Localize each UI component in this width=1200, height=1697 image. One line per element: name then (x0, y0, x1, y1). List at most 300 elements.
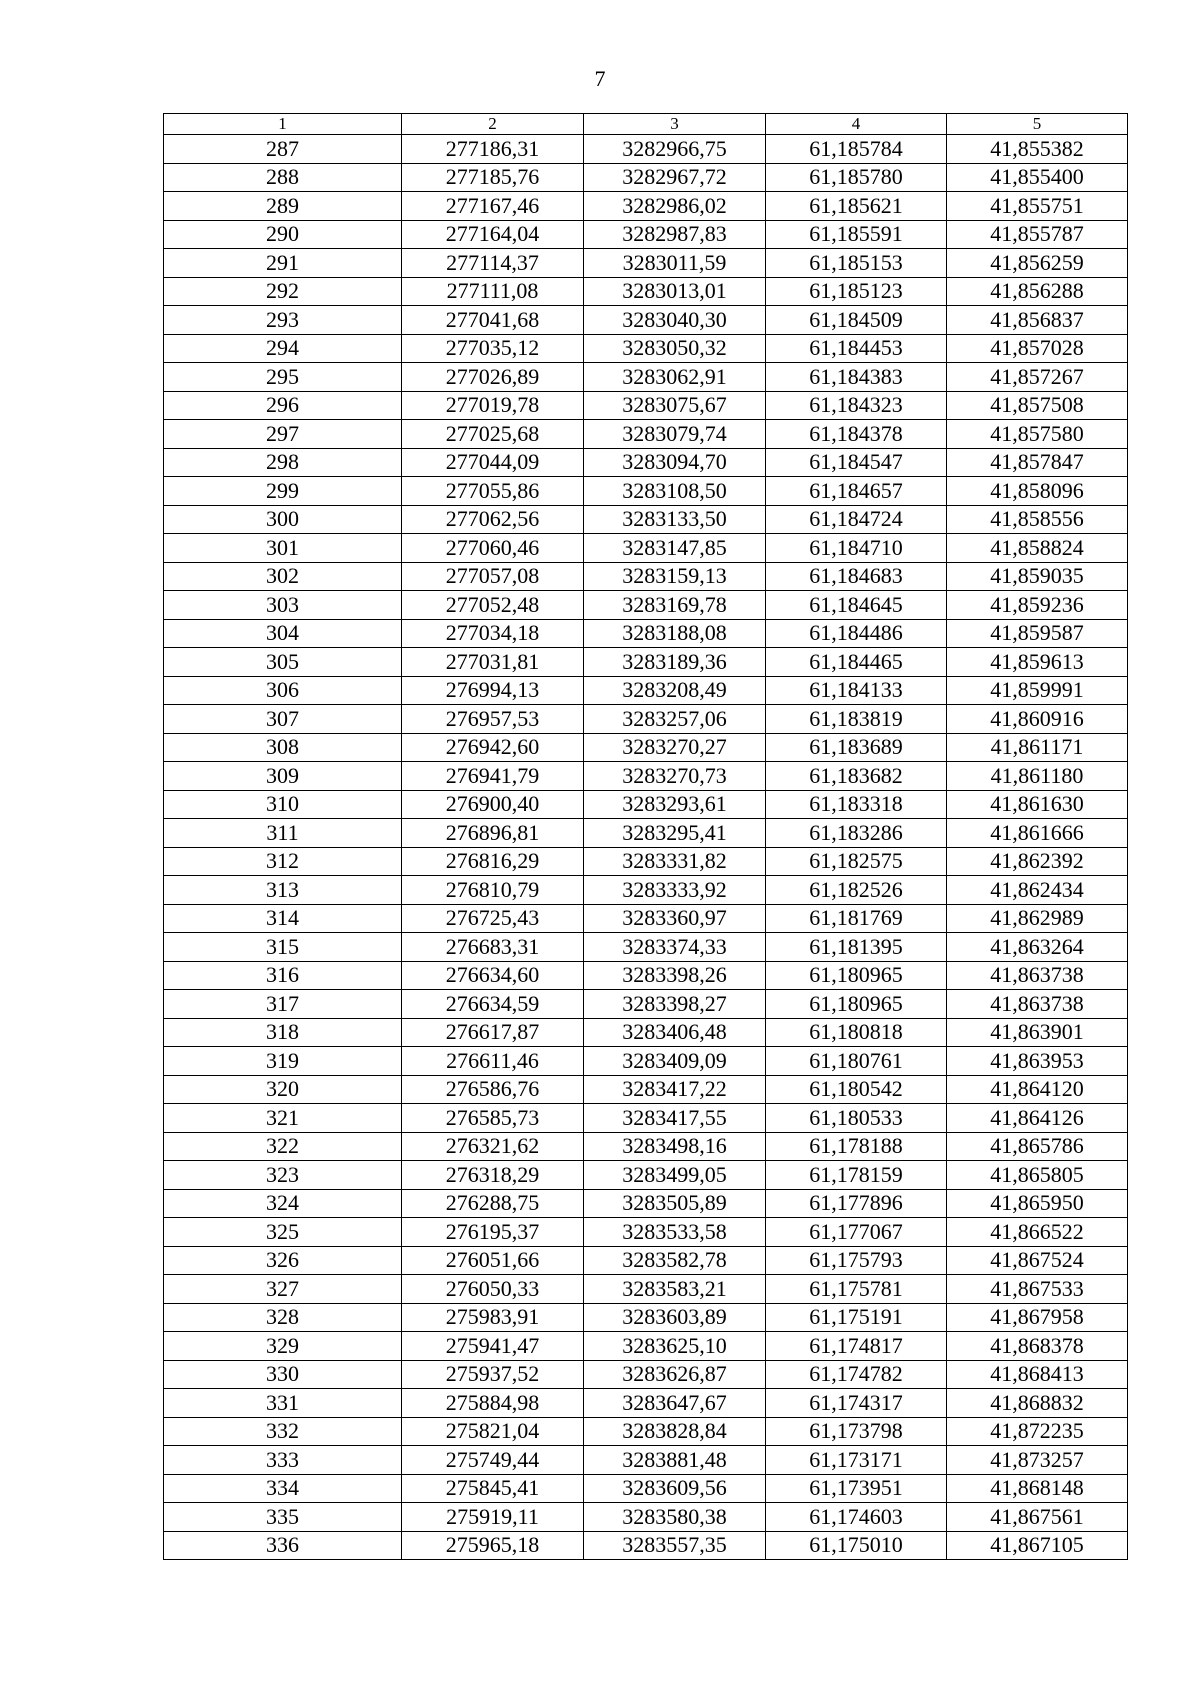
table-row (164, 876, 1128, 905)
longitude-cell: 41,867524 (947, 1246, 1128, 1275)
latitude-cell: 61,185123 (766, 277, 947, 306)
point-number-cell: 296 (164, 391, 402, 420)
latitude-cell: 61,178188 (766, 1132, 947, 1161)
x-coordinate-cell: 276725,43 (402, 904, 584, 933)
x-coordinate-cell: 275965,18 (402, 1531, 584, 1560)
longitude-cell: 41,863901 (947, 1018, 1128, 1047)
table-header-row (164, 114, 1128, 135)
point-number-cell: 297 (164, 420, 402, 449)
y-coordinate-cell: 3283828,84 (584, 1417, 766, 1446)
longitude-cell: 41,857267 (947, 363, 1128, 392)
longitude-cell: 41,863264 (947, 933, 1128, 962)
latitude-cell: 61,184133 (766, 676, 947, 705)
y-coordinate-cell: 3283169,78 (584, 591, 766, 620)
x-coordinate-cell: 275983,91 (402, 1303, 584, 1332)
table-row (164, 1360, 1128, 1389)
point-number-cell: 320 (164, 1075, 402, 1104)
y-coordinate-cell: 3283293,61 (584, 790, 766, 819)
point-number-cell: 316 (164, 961, 402, 990)
longitude-cell: 41,855751 (947, 192, 1128, 221)
table-row (164, 933, 1128, 962)
latitude-cell: 61,175191 (766, 1303, 947, 1332)
point-number-cell: 319 (164, 1047, 402, 1076)
point-number-cell: 290 (164, 220, 402, 249)
longitude-cell: 41,862989 (947, 904, 1128, 933)
y-coordinate-cell: 3283094,70 (584, 448, 766, 477)
table-row (164, 847, 1128, 876)
point-number-cell: 304 (164, 619, 402, 648)
latitude-cell: 61,183682 (766, 762, 947, 791)
point-number-cell: 287 (164, 135, 402, 164)
latitude-cell: 61,185780 (766, 163, 947, 192)
x-coordinate-cell: 277185,76 (402, 163, 584, 192)
longitude-cell: 41,859991 (947, 676, 1128, 705)
latitude-cell: 61,175793 (766, 1246, 947, 1275)
longitude-cell: 41,873257 (947, 1446, 1128, 1475)
x-coordinate-cell: 275941,47 (402, 1332, 584, 1361)
table-row (164, 1275, 1128, 1304)
point-number-cell: 315 (164, 933, 402, 962)
y-coordinate-cell: 3283417,55 (584, 1104, 766, 1133)
longitude-cell: 41,858556 (947, 505, 1128, 534)
x-coordinate-cell: 275749,44 (402, 1446, 584, 1475)
table-row (164, 705, 1128, 734)
y-coordinate-cell: 3283499,05 (584, 1161, 766, 1190)
latitude-cell: 61,177896 (766, 1189, 947, 1218)
latitude-cell: 61,174317 (766, 1389, 947, 1418)
longitude-cell: 41,865805 (947, 1161, 1128, 1190)
longitude-cell: 41,859035 (947, 562, 1128, 591)
table-row (164, 192, 1128, 221)
longitude-cell: 41,859613 (947, 648, 1128, 677)
y-coordinate-cell: 3283257,06 (584, 705, 766, 734)
point-number-cell: 294 (164, 334, 402, 363)
table-row (164, 391, 1128, 420)
longitude-cell: 41,863738 (947, 961, 1128, 990)
longitude-cell: 41,861666 (947, 819, 1128, 848)
table-row (164, 363, 1128, 392)
point-number-cell: 314 (164, 904, 402, 933)
table-row (164, 1189, 1128, 1218)
latitude-cell: 61,174817 (766, 1332, 947, 1361)
latitude-cell: 61,181769 (766, 904, 947, 933)
latitude-cell: 61,185591 (766, 220, 947, 249)
table-row (164, 505, 1128, 534)
table-row (164, 1047, 1128, 1076)
table-row (164, 1104, 1128, 1133)
latitude-cell: 61,174603 (766, 1503, 947, 1532)
table-row (164, 591, 1128, 620)
x-coordinate-cell: 275884,98 (402, 1389, 584, 1418)
latitude-cell: 61,184465 (766, 648, 947, 677)
latitude-cell: 61,184710 (766, 534, 947, 563)
y-coordinate-cell: 3282967,72 (584, 163, 766, 192)
x-coordinate-cell: 276321,62 (402, 1132, 584, 1161)
x-coordinate-cell: 276941,79 (402, 762, 584, 791)
latitude-cell: 61,183819 (766, 705, 947, 734)
longitude-cell: 41,859587 (947, 619, 1128, 648)
latitude-cell: 61,173171 (766, 1446, 947, 1475)
table-row (164, 1218, 1128, 1247)
x-coordinate-cell: 277167,46 (402, 192, 584, 221)
longitude-cell: 41,856259 (947, 249, 1128, 278)
latitude-cell: 61,180761 (766, 1047, 947, 1076)
table-row (164, 1474, 1128, 1503)
x-coordinate-cell: 277019,78 (402, 391, 584, 420)
y-coordinate-cell: 3283505,89 (584, 1189, 766, 1218)
table-row (164, 961, 1128, 990)
x-coordinate-cell: 276810,79 (402, 876, 584, 905)
table-row (164, 1531, 1128, 1560)
x-coordinate-cell: 275821,04 (402, 1417, 584, 1446)
longitude-cell: 41,867561 (947, 1503, 1128, 1532)
latitude-cell: 61,180542 (766, 1075, 947, 1104)
latitude-cell: 61,181395 (766, 933, 947, 962)
table-row (164, 762, 1128, 791)
x-coordinate-cell: 276896,81 (402, 819, 584, 848)
point-number-cell: 295 (164, 363, 402, 392)
longitude-cell: 41,868378 (947, 1332, 1128, 1361)
x-coordinate-cell: 276957,53 (402, 705, 584, 734)
point-number-cell: 323 (164, 1161, 402, 1190)
point-number-cell: 328 (164, 1303, 402, 1332)
longitude-cell: 41,856837 (947, 306, 1128, 335)
x-coordinate-cell: 277164,04 (402, 220, 584, 249)
table-row (164, 676, 1128, 705)
latitude-cell: 61,184383 (766, 363, 947, 392)
latitude-cell: 61,178159 (766, 1161, 947, 1190)
latitude-cell: 61,175781 (766, 1275, 947, 1304)
x-coordinate-cell: 276611,46 (402, 1047, 584, 1076)
point-number-cell: 299 (164, 477, 402, 506)
y-coordinate-cell: 3283188,08 (584, 619, 766, 648)
longitude-cell: 41,855787 (947, 220, 1128, 249)
y-coordinate-cell: 3283580,38 (584, 1503, 766, 1532)
latitude-cell: 61,184378 (766, 420, 947, 449)
longitude-cell: 41,860916 (947, 705, 1128, 734)
point-number-cell: 332 (164, 1417, 402, 1446)
latitude-cell: 61,184486 (766, 619, 947, 648)
table-row (164, 562, 1128, 591)
longitude-cell: 41,863953 (947, 1047, 1128, 1076)
x-coordinate-cell: 276318,29 (402, 1161, 584, 1190)
table-row (164, 277, 1128, 306)
table-row (164, 1417, 1128, 1446)
y-coordinate-cell: 3283647,67 (584, 1389, 766, 1418)
column-header-4: 4 (766, 114, 947, 135)
y-coordinate-cell: 3283079,74 (584, 420, 766, 449)
y-coordinate-cell: 3283626,87 (584, 1360, 766, 1389)
latitude-cell: 61,174782 (766, 1360, 947, 1389)
y-coordinate-cell: 3283075,67 (584, 391, 766, 420)
x-coordinate-cell: 276900,40 (402, 790, 584, 819)
y-coordinate-cell: 3283881,48 (584, 1446, 766, 1475)
table-row (164, 448, 1128, 477)
table-row (164, 648, 1128, 677)
page-number: 7 (594, 66, 606, 91)
latitude-cell: 61,177067 (766, 1218, 947, 1247)
x-coordinate-cell: 276585,73 (402, 1104, 584, 1133)
longitude-cell: 41,867105 (947, 1531, 1128, 1560)
longitude-cell: 41,867533 (947, 1275, 1128, 1304)
y-coordinate-cell: 3283406,48 (584, 1018, 766, 1047)
column-header-1: 1 (164, 114, 402, 135)
x-coordinate-cell: 277044,09 (402, 448, 584, 477)
x-coordinate-cell: 275937,52 (402, 1360, 584, 1389)
y-coordinate-cell: 3282966,75 (584, 135, 766, 164)
longitude-cell: 41,862392 (947, 847, 1128, 876)
table-row (164, 135, 1128, 164)
longitude-cell: 41,864120 (947, 1075, 1128, 1104)
x-coordinate-cell: 277111,08 (402, 277, 584, 306)
longitude-cell: 41,867958 (947, 1303, 1128, 1332)
point-number-cell: 330 (164, 1360, 402, 1389)
longitude-cell: 41,866522 (947, 1218, 1128, 1247)
point-number-cell: 307 (164, 705, 402, 734)
point-number-cell: 318 (164, 1018, 402, 1047)
latitude-cell: 61,184657 (766, 477, 947, 506)
x-coordinate-cell: 276617,87 (402, 1018, 584, 1047)
y-coordinate-cell: 3283374,33 (584, 933, 766, 962)
x-coordinate-cell: 277186,31 (402, 135, 584, 164)
point-number-cell: 298 (164, 448, 402, 477)
point-number-cell: 335 (164, 1503, 402, 1532)
latitude-cell: 61,180965 (766, 990, 947, 1019)
table-row (164, 1161, 1128, 1190)
point-number-cell: 288 (164, 163, 402, 192)
y-coordinate-cell: 3283533,58 (584, 1218, 766, 1247)
point-number-cell: 292 (164, 277, 402, 306)
table-row (164, 619, 1128, 648)
table-row (164, 334, 1128, 363)
y-coordinate-cell: 3283417,22 (584, 1075, 766, 1104)
latitude-cell: 61,184683 (766, 562, 947, 591)
x-coordinate-cell: 276994,13 (402, 676, 584, 705)
point-number-cell: 293 (164, 306, 402, 335)
longitude-cell: 41,861180 (947, 762, 1128, 791)
latitude-cell: 61,182526 (766, 876, 947, 905)
longitude-cell: 41,857508 (947, 391, 1128, 420)
y-coordinate-cell: 3283062,91 (584, 363, 766, 392)
x-coordinate-cell: 276051,66 (402, 1246, 584, 1275)
y-coordinate-cell: 3283398,27 (584, 990, 766, 1019)
table-row (164, 1332, 1128, 1361)
y-coordinate-cell: 3283108,50 (584, 477, 766, 506)
longitude-cell: 41,857028 (947, 334, 1128, 363)
y-coordinate-cell: 3283208,49 (584, 676, 766, 705)
point-number-cell: 317 (164, 990, 402, 1019)
point-number-cell: 324 (164, 1189, 402, 1218)
longitude-cell: 41,864126 (947, 1104, 1128, 1133)
x-coordinate-cell: 276195,37 (402, 1218, 584, 1247)
latitude-cell: 61,184509 (766, 306, 947, 335)
longitude-cell: 41,855400 (947, 163, 1128, 192)
x-coordinate-cell: 276586,76 (402, 1075, 584, 1104)
table-row (164, 220, 1128, 249)
y-coordinate-cell: 3283498,16 (584, 1132, 766, 1161)
point-number-cell: 310 (164, 790, 402, 819)
x-coordinate-cell: 277025,68 (402, 420, 584, 449)
longitude-cell: 41,858096 (947, 477, 1128, 506)
longitude-cell: 41,868832 (947, 1389, 1128, 1418)
point-number-cell: 308 (164, 733, 402, 762)
y-coordinate-cell: 3283013,01 (584, 277, 766, 306)
table-row (164, 249, 1128, 278)
column-header-3: 3 (584, 114, 766, 135)
longitude-cell: 41,859236 (947, 591, 1128, 620)
x-coordinate-cell: 276634,60 (402, 961, 584, 990)
y-coordinate-cell: 3283040,30 (584, 306, 766, 335)
point-number-cell: 309 (164, 762, 402, 791)
y-coordinate-cell: 3283133,50 (584, 505, 766, 534)
x-coordinate-cell: 277062,56 (402, 505, 584, 534)
x-coordinate-cell: 277026,89 (402, 363, 584, 392)
point-number-cell: 302 (164, 562, 402, 591)
table-row (164, 477, 1128, 506)
x-coordinate-cell: 277060,46 (402, 534, 584, 563)
latitude-cell: 61,180818 (766, 1018, 947, 1047)
table-row (164, 904, 1128, 933)
y-coordinate-cell: 3283050,32 (584, 334, 766, 363)
point-number-cell: 313 (164, 876, 402, 905)
table-row (164, 534, 1128, 563)
table-row (164, 306, 1128, 335)
column-header-2: 2 (402, 114, 584, 135)
point-number-cell: 322 (164, 1132, 402, 1161)
x-coordinate-cell: 277052,48 (402, 591, 584, 620)
table-row (164, 990, 1128, 1019)
table-row (164, 163, 1128, 192)
y-coordinate-cell: 3283295,41 (584, 819, 766, 848)
point-number-cell: 300 (164, 505, 402, 534)
longitude-cell: 41,862434 (947, 876, 1128, 905)
point-number-cell: 329 (164, 1332, 402, 1361)
point-number-cell: 325 (164, 1218, 402, 1247)
y-coordinate-cell: 3282986,02 (584, 192, 766, 221)
y-coordinate-cell: 3283159,13 (584, 562, 766, 591)
latitude-cell: 61,175010 (766, 1531, 947, 1560)
longitude-cell: 41,861171 (947, 733, 1128, 762)
point-number-cell: 289 (164, 192, 402, 221)
x-coordinate-cell: 277031,81 (402, 648, 584, 677)
x-coordinate-cell: 276816,29 (402, 847, 584, 876)
latitude-cell: 61,183318 (766, 790, 947, 819)
longitude-cell: 41,858824 (947, 534, 1128, 563)
point-number-cell: 291 (164, 249, 402, 278)
x-coordinate-cell: 277034,18 (402, 619, 584, 648)
y-coordinate-cell: 3283331,82 (584, 847, 766, 876)
y-coordinate-cell: 3282987,83 (584, 220, 766, 249)
latitude-cell: 61,183689 (766, 733, 947, 762)
y-coordinate-cell: 3283603,89 (584, 1303, 766, 1332)
latitude-cell: 61,180533 (766, 1104, 947, 1133)
latitude-cell: 61,184453 (766, 334, 947, 363)
x-coordinate-cell: 275845,41 (402, 1474, 584, 1503)
y-coordinate-cell: 3283189,36 (584, 648, 766, 677)
table-row (164, 1018, 1128, 1047)
latitude-cell: 61,173951 (766, 1474, 947, 1503)
point-number-cell: 336 (164, 1531, 402, 1560)
longitude-cell: 41,855382 (947, 135, 1128, 164)
latitude-cell: 61,180965 (766, 961, 947, 990)
latitude-cell: 61,185153 (766, 249, 947, 278)
table-row (164, 420, 1128, 449)
coordinates-table (163, 113, 1128, 1560)
x-coordinate-cell: 275919,11 (402, 1503, 584, 1532)
point-number-cell: 312 (164, 847, 402, 876)
x-coordinate-cell: 276683,31 (402, 933, 584, 962)
longitude-cell: 41,865786 (947, 1132, 1128, 1161)
latitude-cell: 61,184645 (766, 591, 947, 620)
table-row (164, 1303, 1128, 1332)
longitude-cell: 41,856288 (947, 277, 1128, 306)
longitude-cell: 41,863738 (947, 990, 1128, 1019)
point-number-cell: 305 (164, 648, 402, 677)
latitude-cell: 61,182575 (766, 847, 947, 876)
y-coordinate-cell: 3283609,56 (584, 1474, 766, 1503)
latitude-cell: 61,184724 (766, 505, 947, 534)
table-row (164, 1389, 1128, 1418)
y-coordinate-cell: 3283409,09 (584, 1047, 766, 1076)
y-coordinate-cell: 3283270,27 (584, 733, 766, 762)
y-coordinate-cell: 3283582,78 (584, 1246, 766, 1275)
x-coordinate-cell: 277057,08 (402, 562, 584, 591)
y-coordinate-cell: 3283011,59 (584, 249, 766, 278)
longitude-cell: 41,868413 (947, 1360, 1128, 1389)
table-row (164, 1075, 1128, 1104)
table-body (164, 135, 1128, 1560)
longitude-cell: 41,861630 (947, 790, 1128, 819)
column-header-5: 5 (947, 114, 1128, 135)
latitude-cell: 61,184323 (766, 391, 947, 420)
table-row (164, 733, 1128, 762)
latitude-cell: 61,183286 (766, 819, 947, 848)
point-number-cell: 301 (164, 534, 402, 563)
y-coordinate-cell: 3283625,10 (584, 1332, 766, 1361)
x-coordinate-cell: 276050,33 (402, 1275, 584, 1304)
point-number-cell: 321 (164, 1104, 402, 1133)
x-coordinate-cell: 277114,37 (402, 249, 584, 278)
point-number-cell: 326 (164, 1246, 402, 1275)
x-coordinate-cell: 276942,60 (402, 733, 584, 762)
point-number-cell: 334 (164, 1474, 402, 1503)
table-row (164, 790, 1128, 819)
x-coordinate-cell: 277041,68 (402, 306, 584, 335)
longitude-cell: 41,868148 (947, 1474, 1128, 1503)
point-number-cell: 303 (164, 591, 402, 620)
point-number-cell: 331 (164, 1389, 402, 1418)
x-coordinate-cell: 277055,86 (402, 477, 584, 506)
point-number-cell: 333 (164, 1446, 402, 1475)
y-coordinate-cell: 3283270,73 (584, 762, 766, 791)
longitude-cell: 41,857580 (947, 420, 1128, 449)
latitude-cell: 61,185621 (766, 192, 947, 221)
longitude-cell: 41,857847 (947, 448, 1128, 477)
x-coordinate-cell: 276634,59 (402, 990, 584, 1019)
table-row (164, 1132, 1128, 1161)
longitude-cell: 41,872235 (947, 1417, 1128, 1446)
table-row (164, 1503, 1128, 1532)
y-coordinate-cell: 3283333,92 (584, 876, 766, 905)
table-row (164, 1246, 1128, 1275)
y-coordinate-cell: 3283360,97 (584, 904, 766, 933)
x-coordinate-cell: 276288,75 (402, 1189, 584, 1218)
latitude-cell: 61,185784 (766, 135, 947, 164)
x-coordinate-cell: 277035,12 (402, 334, 584, 363)
y-coordinate-cell: 3283398,26 (584, 961, 766, 990)
latitude-cell: 61,184547 (766, 448, 947, 477)
point-number-cell: 306 (164, 676, 402, 705)
